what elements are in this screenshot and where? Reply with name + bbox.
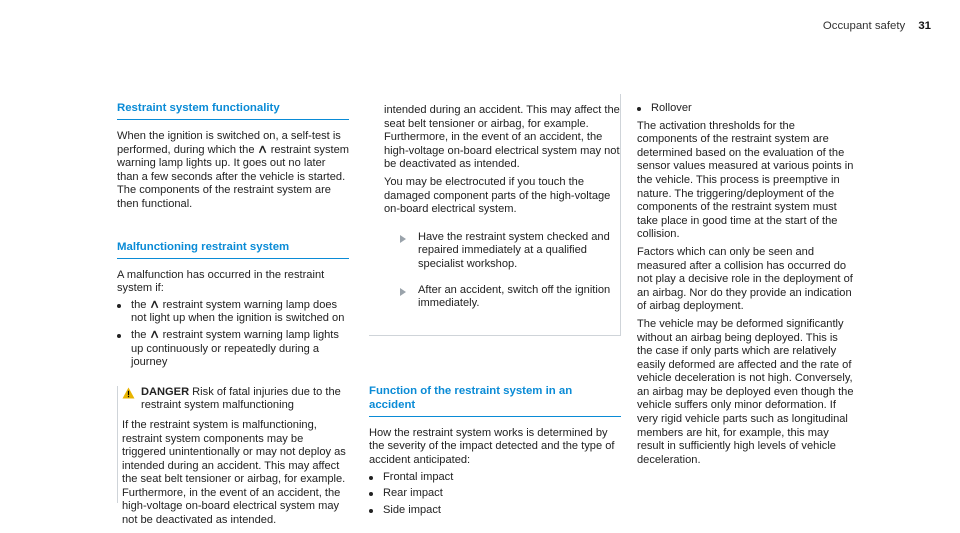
step-item: Have the restraint system checked and repaired immediately at a qualified specialist workshop. bbox=[384, 231, 620, 272]
heading-functionality: Restraint system functionality bbox=[117, 101, 349, 120]
warning-triangle-icon bbox=[122, 387, 135, 399]
step-item: After an accident, switch off the ignition immediately. bbox=[384, 284, 620, 311]
bullet-icon bbox=[117, 304, 121, 308]
functionality-text: When the ignition is switched on, a self-test is performed, during which the 𐌡 restraint system warning lamp lights up. It goes out no later than a few seconds after the vehicle is started. The components of the restraint system are then functional. bbox=[117, 130, 349, 210]
heading-function: Function of the restraint system in an accident bbox=[369, 384, 621, 417]
step-arrow-icon bbox=[400, 235, 406, 243]
malfunction-intro: A malfunction has occurred in the restraint system if: bbox=[117, 268, 325, 295]
bullet-icon bbox=[637, 107, 641, 111]
list-item: the 𐌡 restraint system warning lamp does not light up when the ignition is switched on bbox=[117, 299, 349, 326]
page-number: 31 bbox=[918, 20, 931, 32]
danger-title: DANGER Risk of fatal injuries due to the restraint system malfunctioning bbox=[141, 385, 341, 412]
deformation-paragraph: The vehicle may be deformed significantly without an airbag being deployed. This is the case if only parts which are relatively easily deformed are affected and the rate of vehicle deceleration is not high. Conversely, an airbag may be deployed even though the vehicle suffers only minor deformation. If very rigid vehicle parts such as longitudinal members are hit, for example, this may result in sufficiently high levels of vehicle deceleration. bbox=[637, 317, 854, 466]
section-title: Occupant safety bbox=[822, 20, 906, 32]
column-1 bbox=[117, 101, 349, 527]
danger-header bbox=[118, 386, 349, 413]
activation-paragraph: The activation thresholds for the components of the restraint system are determined based on the evaluation of the sensor values measured at various points in the vehicle. This process is preemptive in nature. The triggering/deployment of the components of the restraint system must take place in good time at the start of the collision. bbox=[637, 119, 854, 241]
danger-steps bbox=[384, 231, 620, 311]
list-item: Rollover bbox=[637, 102, 855, 116]
impact-list bbox=[369, 471, 621, 518]
seated-person-airbag-icon: 𐌡 bbox=[150, 329, 159, 341]
page-header bbox=[823, 20, 931, 34]
bullet-icon bbox=[369, 509, 373, 513]
step-arrow-icon bbox=[400, 288, 406, 296]
bullet-icon bbox=[369, 492, 373, 496]
factors-paragraph: Factors which can only be seen and measured after a collision has occurred do not play a decisive role in the deployment of an airbag. Nor do they provide an indication of airbag deployment. bbox=[637, 245, 853, 313]
danger-body2: You may be electrocuted if you touch the damaged component parts of the high-voltage on-board electrical system. bbox=[384, 175, 611, 216]
malfunction-list bbox=[117, 299, 349, 370]
heading-malfunction: Malfunctioning restraint system bbox=[117, 240, 349, 259]
danger-box bbox=[117, 385, 349, 527]
danger-box-continued bbox=[369, 94, 621, 336]
danger-body: If the restraint system is malfunctioning, restraint system components may be triggered unintentionally or may not deploy as intended during an accident. This may affect the seat belt tensioner or airbag, for example. Furthermore, in the event of an accident, the high-voltage on-board electrical system may not be deactivated as intended. bbox=[122, 418, 346, 527]
bullet-icon bbox=[369, 476, 373, 480]
column-2 bbox=[369, 94, 621, 520]
column-3 bbox=[637, 94, 855, 467]
impact-list-continued bbox=[637, 102, 855, 116]
seated-person-airbag-icon: 𐌡 bbox=[258, 144, 267, 156]
bullet-icon bbox=[117, 334, 121, 338]
seated-person-airbag-icon: 𐌡 bbox=[150, 299, 159, 311]
list-item: Rear impact bbox=[369, 487, 621, 501]
function-intro: How the restraint system works is determined by the severity of the impact detected and the type of accident anticipated: bbox=[369, 426, 615, 466]
danger-body-continued: intended during an accident. This may affect the seat belt tensioner or airbag, for example. Furthermore, in the event of an accident, the high-voltage on-board electrical system may not be deactivated as intended. bbox=[384, 104, 620, 171]
list-item: the 𐌡 restraint system warning lamp lights up continuously or repeatedly during a journey bbox=[117, 329, 349, 370]
list-item: Side impact bbox=[369, 504, 621, 518]
danger-label: DANGER bbox=[141, 385, 190, 398]
list-item: Frontal impact bbox=[369, 471, 621, 485]
